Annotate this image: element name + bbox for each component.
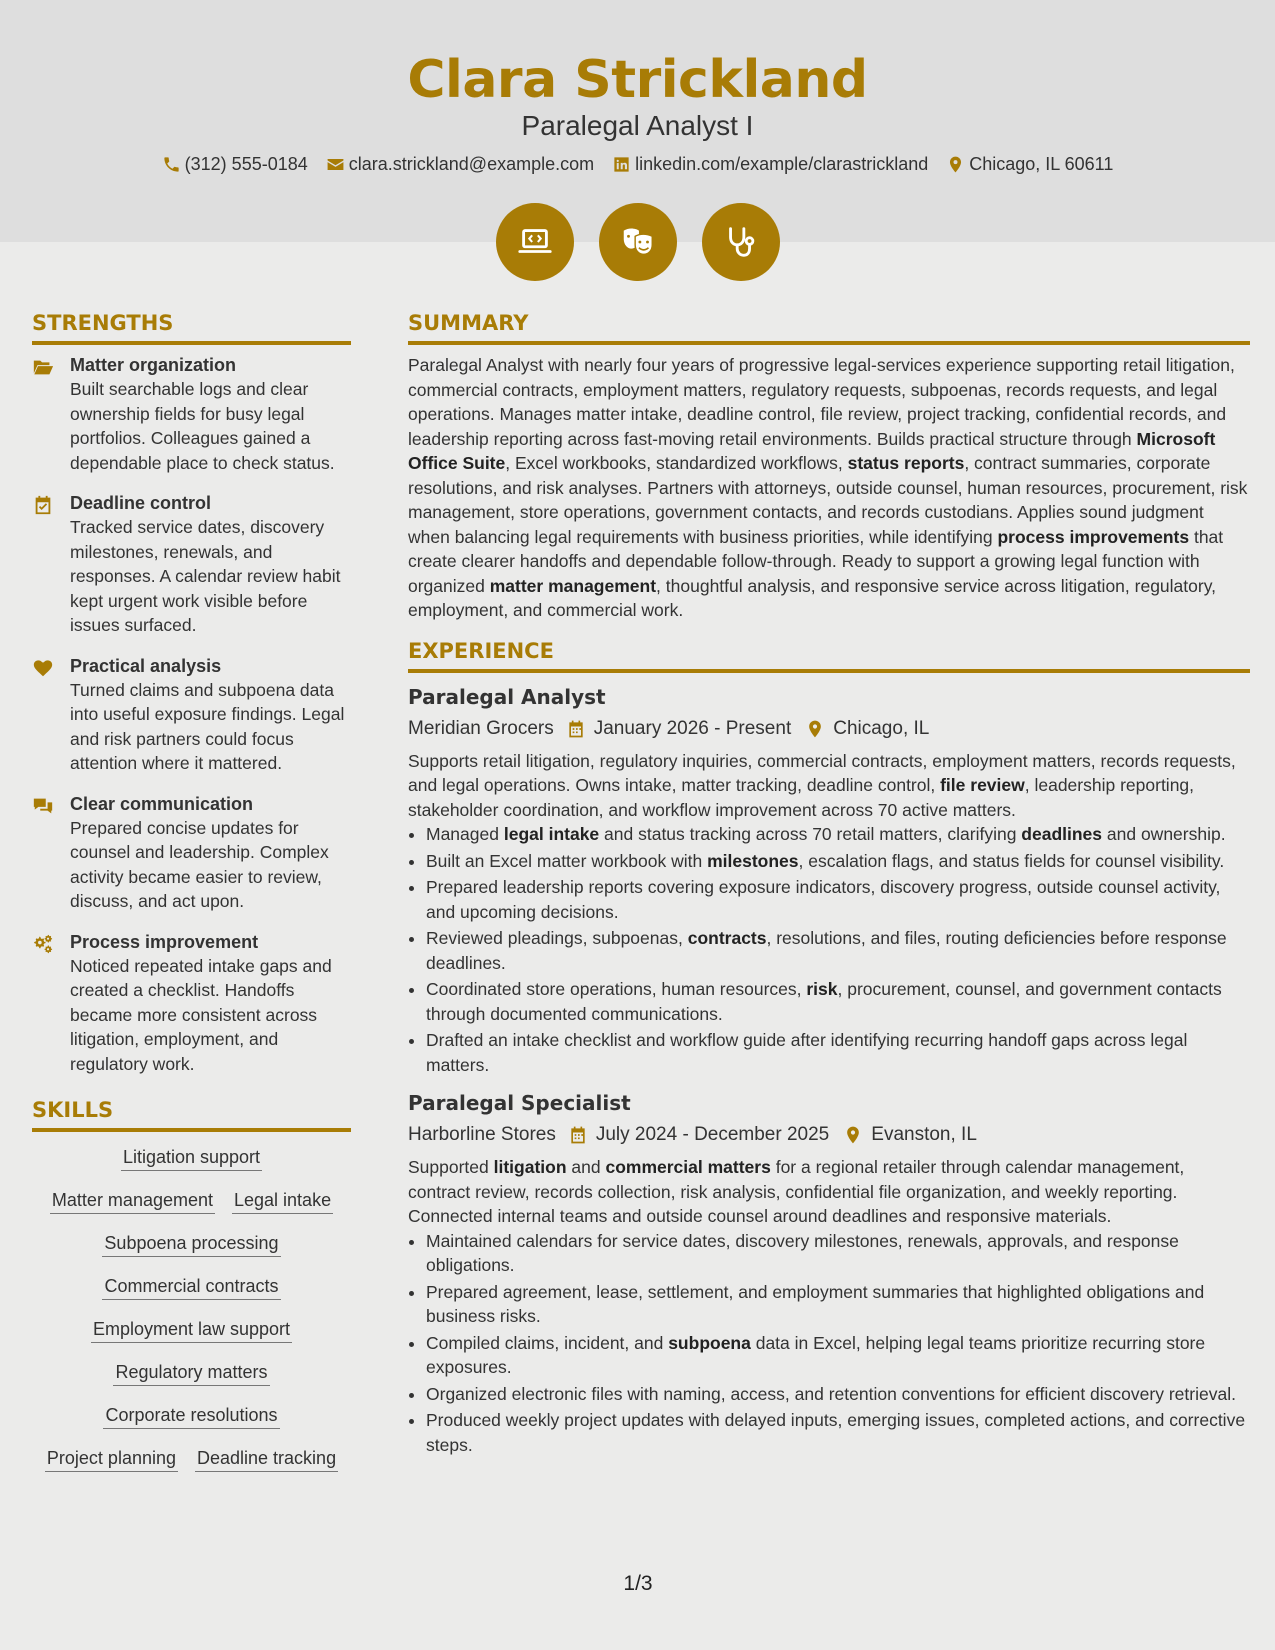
folder-open-icon: [32, 356, 54, 378]
bullet-item: [426, 849, 1250, 874]
job-title: Paralegal Analyst: [408, 684, 606, 709]
strength-item: [32, 353, 351, 475]
contact-linkedin-text: linkedin.com/example/clarastrickland: [635, 154, 929, 174]
contact-phone-text: (312) 555-0184: [184, 154, 308, 174]
bullet-item: [426, 822, 1250, 847]
summary-text: [408, 353, 1250, 623]
bullet-item: [426, 977, 1250, 1026]
text-run: , Excel workbooks, standardized workflows,: [505, 453, 848, 473]
skill-row: [32, 1445, 351, 1472]
strength-item: [32, 491, 351, 638]
badge-stethoscope: [702, 203, 780, 281]
text-run: Paralegal Analyst with nearly four years of progressive legal-services experience supporting retail litigation, commercial contracts, employment matters, regulatory requests, subpoenas, records requests, and legal operations. Manages matter intake, deadline control, file review, project tracking, confidential records, and leadership reporting across fast-moving retail environments. Builds practical structure through: [408, 355, 1235, 449]
skill-row: [32, 1359, 351, 1386]
contact-phone[interactable]: [162, 150, 308, 178]
job-bullets: [408, 822, 1250, 1077]
skill-row: [32, 1316, 351, 1343]
emphasis-text: matter management: [489, 575, 657, 596]
strength-title: Clear communication: [70, 793, 254, 814]
job-dates: January 2026 - Present: [593, 717, 792, 739]
emphasis-text: risk: [806, 979, 838, 999]
calendar-icon: [568, 1125, 588, 1145]
emphasis-text: deadlines: [1021, 824, 1103, 844]
contact-row: [0, 150, 1275, 178]
bullet-item: [426, 1408, 1250, 1457]
job-company: Harborline Stores: [408, 1124, 556, 1145]
badge-theater-masks: [599, 203, 677, 281]
contact-location-text: Chicago, IL 60611: [969, 154, 1114, 174]
text-run: for a regional retailer through calendar management, contract review, records collection, risk analysis, confidential file organization, and weekly reporting. Connected internal teams and outside counsel around deadlines and responsive materials.: [408, 1157, 1185, 1226]
text-run: Maintained calendars for service dates, discovery milestones, renewals, approvals, and response obligations.: [426, 1230, 1179, 1275]
strength-description: Noticed repeated intake gaps and created a checklist. Handoffs became more consistent across litigation, employment, and regulatory work.: [70, 955, 332, 1074]
strength-item: [32, 930, 351, 1077]
text-run: and: [566, 1157, 606, 1177]
linkedin-icon: [612, 155, 631, 174]
interest-badges: [0, 203, 1275, 281]
text-run: data in Excel, helping legal teams prioritize recurring store exposures.: [426, 1332, 1206, 1377]
calendar-icon: [566, 719, 586, 739]
map-pin-icon: [805, 719, 825, 739]
text-run: Reviewed pleadings, subpoenas,: [426, 928, 688, 948]
emphasis-text: contracts: [687, 928, 767, 948]
strength-item: [32, 654, 351, 776]
skill-tag: Litigation support: [121, 1144, 262, 1171]
strength-title: Matter organization: [70, 355, 237, 375]
skill-row: [32, 1144, 351, 1171]
text-run: that create clearer handoffs and dependable follow-through. Ready to support a growing legal function with organized: [408, 526, 1224, 596]
text-run: Produced weekly project updates with delayed inputs, emerging issues, completed actions, and corrective steps.: [426, 1410, 1246, 1455]
text-run: , leadership reporting, stakeholder coordination, and workflow improvement across 70 active matters.: [408, 775, 1195, 820]
text-run: Supported: [408, 1157, 494, 1177]
strength-item: [32, 792, 351, 914]
job-entry: [408, 681, 1250, 1078]
text-run: and ownership.: [1102, 824, 1226, 844]
strength-description: Built searchable logs and clear ownership fields for busy legal portfolios. Colleagues gained a dependable place to check status.: [70, 379, 335, 473]
skill-tag: Regulatory matters: [113, 1359, 269, 1386]
text-run: Prepared agreement, lease, settlement, and employment summaries that highlighted obligations and business risks.: [426, 1281, 1205, 1326]
skills-heading: SKILLS: [32, 1092, 351, 1132]
bullet-item: [426, 875, 1250, 924]
candidate-name: Clara Strickland: [407, 50, 868, 110]
job-location: Chicago, IL: [833, 717, 930, 739]
text-run: Organized electronic files with naming, access, and retention conventions for efficient discovery retrieval.: [426, 1383, 1236, 1404]
strength-description: Prepared concise updates for counsel and leadership. Complex activity became easier to review, discuss, and act upon.: [70, 817, 329, 911]
cogs-icon: [32, 933, 54, 955]
emphasis-text: legal intake: [503, 824, 600, 844]
phone-icon: [162, 155, 181, 174]
job-meta: [408, 713, 1250, 745]
skill-tag: Legal intake: [232, 1187, 333, 1214]
skill-row: [32, 1273, 351, 1300]
contact-location: [946, 150, 1113, 178]
strength-description: Tracked service dates, discovery milestones, renewals, and responses. A calendar review habit kept urgent work visible before issues surfaced.: [70, 517, 341, 635]
emphasis-text: commercial matters: [605, 1157, 771, 1177]
laptop-code-icon: [516, 223, 554, 261]
stethoscope-icon: [722, 223, 760, 261]
skill-row: [32, 1187, 351, 1214]
theater-masks-icon: [619, 223, 657, 261]
bullet-item: [426, 1280, 1250, 1329]
job-dates: July 2024 - December 2025: [595, 1124, 830, 1145]
text-run: , contract summaries, corporate resolutions, and risk analyses. Partners with attorneys, outside counsel, human resources, procurement, risk management, store operations, government contacts, and records custodians. Applies sound judgment when balancing legal requirements with business priorities, while identifying: [408, 453, 1248, 547]
skill-tag: Corporate resolutions: [103, 1402, 279, 1429]
bullet-item: [426, 1382, 1250, 1407]
skill-tag: Subpoena processing: [102, 1230, 280, 1257]
comments-icon: [32, 795, 54, 817]
strength-description: Turned claims and subpoena data into useful exposure findings. Legal and risk partners could focus attention where it mattered.: [70, 679, 345, 773]
experience-list: [408, 681, 1250, 1458]
skill-tag: Commercial contracts: [102, 1273, 280, 1300]
text-run: Compiled claims, incident, and: [426, 1332, 669, 1353]
right-column: [408, 305, 1250, 1467]
emphasis-text: milestones: [707, 850, 799, 871]
text-run: , resolutions, and files, routing deficiencies before response deadlines.: [426, 928, 1227, 973]
job-description: [408, 1155, 1250, 1229]
experience-heading: EXPERIENCE: [408, 633, 1250, 673]
skill-tag: Project planning: [45, 1445, 178, 1472]
job-entry: [408, 1087, 1250, 1457]
strength-title: Deadline control: [70, 493, 212, 513]
job-title: Paralegal Specialist: [408, 1091, 631, 1115]
contact-email[interactable]: [326, 150, 594, 178]
job-location: Evanston, IL: [871, 1124, 977, 1145]
strength-title: Process improvement: [70, 931, 259, 952]
badge-laptop-code: [496, 203, 574, 281]
emphasis-text: file review: [940, 775, 1025, 795]
emphasis-text: process improvements: [997, 526, 1190, 547]
text-run: , thoughtful analysis, and responsive service across litigation, regulatory, employment, and commercial work.: [408, 575, 1217, 620]
text-run: Drafted an intake checklist and workflow guide after identifying recurring handoff gaps across legal matters.: [426, 1030, 1188, 1075]
text-run: , procurement, counsel, and government contacts through documented communications.: [426, 979, 1222, 1024]
text-run: and status tracking across 70 retail matters, clarifying: [599, 824, 1022, 844]
map-pin-icon: [946, 155, 965, 174]
emphasis-text: subpoena: [668, 1332, 751, 1353]
job-company: Meridian Grocers: [408, 717, 554, 739]
map-pin-icon: [843, 1125, 863, 1145]
candidate-title: Paralegal Analyst I: [521, 110, 754, 141]
heart-icon: [32, 657, 54, 679]
text-run: Built an Excel matter workbook with: [426, 850, 708, 871]
bullet-item: [426, 926, 1250, 975]
envelope-icon: [326, 155, 345, 174]
skills-list: [32, 1144, 351, 1472]
skill-row: [32, 1230, 351, 1257]
text-run: , escalation flags, and status fields for counsel visibility.: [798, 850, 1225, 871]
contact-email-text: clara.strickland@example.com: [348, 154, 595, 174]
text-run: Supports retail litigation, regulatory inquiries, commercial contracts, employment matters, records requests, and legal operations. Owns intake, matter tracking, deadline control,: [408, 750, 1236, 795]
bullet-item: [426, 1331, 1250, 1380]
calendar-check-icon: [32, 494, 54, 516]
text-run: Coordinated store operations, human resources,: [426, 979, 807, 999]
summary-heading: SUMMARY: [408, 305, 1250, 345]
contact-linkedin[interactable]: [612, 150, 928, 178]
job-meta: [408, 1119, 1250, 1151]
strengths-heading: STRENGTHS: [32, 305, 351, 345]
emphasis-text: status reports: [847, 453, 965, 473]
emphasis-text: litigation: [493, 1157, 567, 1177]
skill-tag: Deadline tracking: [195, 1445, 338, 1472]
left-column: [32, 305, 351, 1488]
emphasis-text: Microsoft Office Suite: [408, 428, 1216, 473]
strength-title: Practical analysis: [70, 655, 222, 676]
job-description: [408, 749, 1250, 823]
page-number: 1/3: [623, 1572, 653, 1595]
job-bullets: [408, 1229, 1250, 1458]
skill-tag: Matter management: [50, 1187, 215, 1214]
text-run: Managed: [426, 824, 504, 844]
bullet-item: [426, 1229, 1250, 1278]
bullet-item: [426, 1028, 1250, 1077]
skill-row: [32, 1402, 351, 1429]
skill-tag: Employment law support: [91, 1316, 292, 1343]
text-run: Prepared leadership reports covering exposure indicators, discovery progress, outside counsel activity, and upcoming decisions.: [426, 877, 1221, 922]
